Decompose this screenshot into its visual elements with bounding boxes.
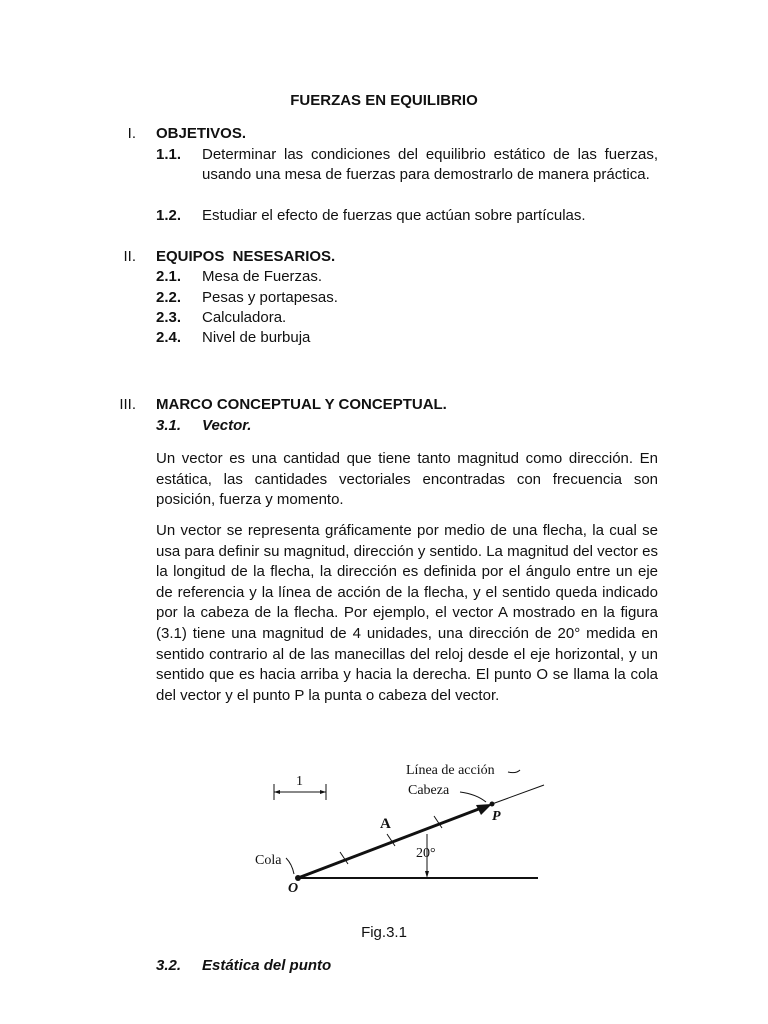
leader-cabeza bbox=[460, 792, 486, 802]
list-item bbox=[156, 328, 658, 348]
section-number: II. bbox=[123, 248, 136, 265]
subsection-number: 3.2. bbox=[156, 957, 182, 974]
item-number: 1.1. bbox=[156, 146, 182, 163]
paragraph: Un vector se representa gráficamente por medio de una flecha, la cual se usa para definir su magnitud, dirección y sentido. La magnitud del vector es la longitud de la flecha, la dirección es definida por el ángulo entre un eje de referencia y la línea de acción de la flecha, y el sentido queda indicado por la cabeza de la flecha. Por ejemplo, el vector A mostrado en la figura (3.1) tiene una magnitud de 4 unidades, una dirección de 20° medida en sentido contrario al de las manecillas del reloj desde el eje horizontal, y un sentido que es hacia arriba y hacia la derecha. El punto O se llama la cola del vector y el punto P la punta o cabeza del vector. bbox=[156, 522, 658, 704]
list-item bbox=[156, 145, 658, 186]
item-text: Pesas y portapesas. bbox=[202, 289, 338, 306]
item-text: Nivel de burbuja bbox=[202, 329, 311, 346]
label-cabeza: Cabeza bbox=[408, 783, 450, 798]
section-title: EQUIPOS NESESARIOS. bbox=[156, 248, 336, 265]
item-text: Calculadora. bbox=[202, 309, 287, 326]
vector-a-shaft bbox=[298, 807, 484, 878]
item-number: 2.3. bbox=[156, 309, 182, 326]
item-number: 2.1. bbox=[156, 268, 182, 285]
subsection-heading bbox=[156, 956, 331, 976]
point-p-dot bbox=[490, 802, 495, 807]
angle-arrow bbox=[425, 871, 429, 878]
subsection-title: Vector. bbox=[202, 417, 252, 434]
label-unit: 1 bbox=[296, 774, 303, 789]
leader-cola bbox=[286, 858, 294, 874]
list-item bbox=[156, 288, 658, 308]
list-item bbox=[156, 308, 658, 328]
vector-a-arrowhead bbox=[476, 804, 492, 815]
page-title: FUERZAS EN EQUILIBRIO bbox=[290, 92, 478, 109]
item-number: 2.2. bbox=[156, 289, 182, 306]
section-number: III. bbox=[119, 396, 136, 413]
line-of-action bbox=[492, 785, 544, 804]
subsection-title: Estática del punto bbox=[202, 957, 332, 974]
item-text: Estudiar el efecto de fuerzas que actúan sobre partículas. bbox=[202, 207, 586, 224]
scale-arrow-right bbox=[320, 790, 326, 794]
label-angle: 20° bbox=[416, 846, 436, 861]
item-text: Determinar las condiciones del equilibrio estático de las fuerzas, usando una mesa de fuerzas para demostrarlo de manera práctica. bbox=[202, 146, 658, 184]
item-text: Mesa de Fuerzas. bbox=[202, 268, 323, 285]
paragraph: Un vector es una cantidad que tiene tanto magnitud como dirección. En estática, las cantidades vectoriales encontradas con frecuencia son posición, fuerza y momento. bbox=[156, 450, 658, 509]
list-item bbox=[156, 267, 658, 287]
label-vector-a: A bbox=[380, 816, 391, 832]
leader-linea bbox=[508, 770, 520, 773]
subsection-number: 3.1. bbox=[156, 417, 182, 434]
section-number: I. bbox=[127, 125, 136, 142]
list-item bbox=[156, 206, 658, 226]
scale-arrow-left bbox=[274, 790, 280, 794]
label-cola: Cola bbox=[255, 853, 282, 868]
section-title: MARCO CONCEPTUAL Y CONCEPTUAL. bbox=[156, 396, 447, 413]
vector-figure bbox=[248, 752, 558, 900]
item-number: 1.2. bbox=[156, 207, 182, 224]
item-number: 2.4. bbox=[156, 329, 182, 346]
label-point-o: O bbox=[288, 881, 299, 896]
section-title: OBJETIVOS. bbox=[156, 125, 247, 142]
label-point-p: P bbox=[492, 809, 501, 824]
label-linea-accion: Línea de acción bbox=[406, 763, 495, 778]
subsection-heading bbox=[156, 416, 251, 436]
figure-caption: Fig.3.1 bbox=[361, 924, 407, 941]
